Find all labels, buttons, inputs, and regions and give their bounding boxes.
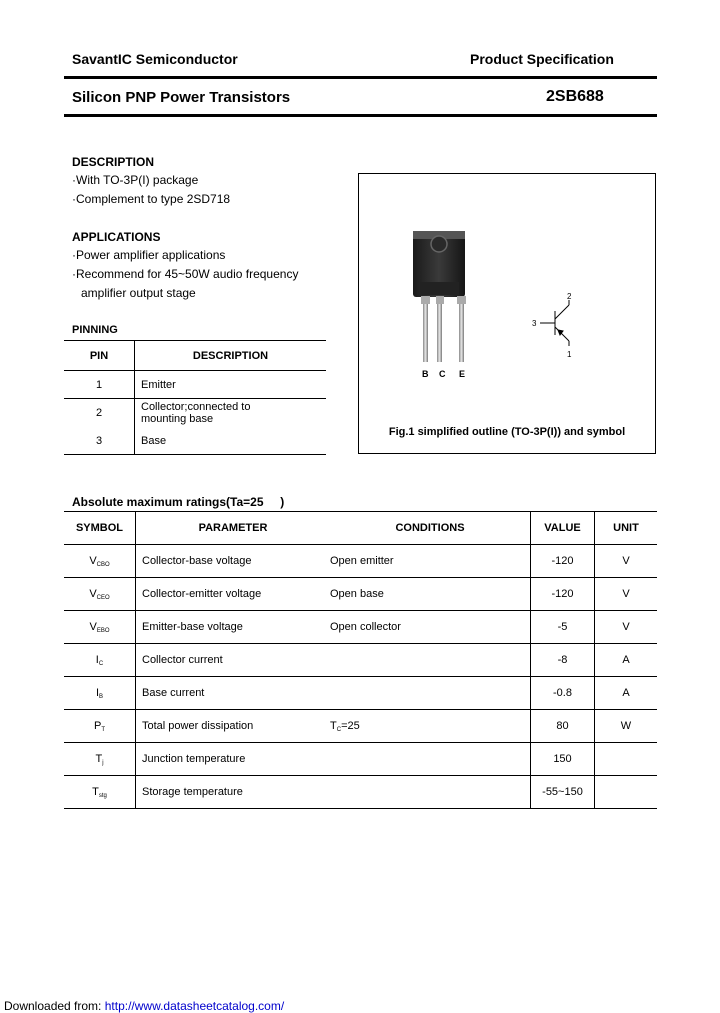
lead-label-c: C <box>439 369 446 379</box>
table-row <box>64 710 657 743</box>
value-cell: 150 <box>531 743 595 776</box>
parameter-cell: Collector current <box>136 644 331 677</box>
doc-type: Product Specification <box>470 51 614 67</box>
symbol-label-collector: 2 <box>567 292 572 301</box>
symbol-cell: $I_C$ <box>64 644 136 677</box>
value-cell: -55~150 <box>531 776 595 809</box>
applications-title: APPLICATIONS <box>72 230 161 244</box>
unit-cell: A <box>595 644 658 677</box>
table-row <box>64 776 657 809</box>
conditions-cell: Open base <box>330 578 531 611</box>
ratings-title <box>72 495 284 509</box>
table-row <box>64 677 657 710</box>
applications-list <box>72 246 298 303</box>
value-header: VALUE <box>531 512 595 545</box>
conditions-cell: $T_C=25$ <box>330 710 531 743</box>
parameter-cell: Base current <box>136 677 331 710</box>
ratings-title-text: Absolute maximum ratings(Ta=25 <box>72 495 264 509</box>
value-cell: -0.8 <box>531 677 595 710</box>
table-row <box>64 611 657 644</box>
pin-description-line: Collector;connected to <box>141 401 251 414</box>
description-item: ·Complement to type 2SD718 <box>72 192 231 206</box>
unit-header: UNIT <box>595 512 658 545</box>
figure-caption: Fig.1 simplified outline (TO-3P(I)) and symbol <box>388 426 626 438</box>
parameter-cell: Collector-base voltage <box>136 545 331 578</box>
table-row <box>64 743 657 776</box>
lead-label-b: B <box>422 369 429 379</box>
pin-description: Emitter <box>135 371 327 399</box>
symbol-label-emitter: 1 <box>567 350 572 359</box>
pin-description-line: mounting base <box>141 413 214 426</box>
lead-label-e: E <box>459 369 466 379</box>
parameter-cell: Total power dissipation <box>136 710 331 743</box>
package-outline-icon <box>413 231 466 362</box>
value-cell: -120 <box>531 578 595 611</box>
unit-cell: V <box>595 545 658 578</box>
footer <box>4 999 284 1013</box>
header-rule-bottom <box>64 114 657 117</box>
unit-cell <box>595 776 658 809</box>
conditions-cell: Open collector <box>330 611 531 644</box>
product-line: Silicon PNP Power Transistors <box>72 89 291 106</box>
ratings-title-end: ) <box>280 495 285 509</box>
symbol-cell: $T_{stg}$ <box>64 776 136 809</box>
description-list <box>72 171 230 209</box>
description-item: ·With TO-3P(I) package <box>72 173 199 187</box>
value-cell: -120 <box>531 545 595 578</box>
company-name: SavantIC Semiconductor <box>72 51 238 67</box>
table-row <box>64 371 326 399</box>
table-row <box>64 644 657 677</box>
symbol-cell: $T_j$ <box>64 743 136 776</box>
conditions-cell: Open emitter <box>330 545 531 578</box>
header-rule-top <box>64 76 657 79</box>
conditions-cell <box>330 644 531 677</box>
pin-number: 1 <box>64 371 135 399</box>
unit-cell: V <box>595 611 658 644</box>
pin-number: 3 <box>64 428 135 455</box>
conditions-cell <box>330 677 531 710</box>
conditions-header: CONDITIONS <box>330 512 531 545</box>
symbol-cell: $V_{CBO}$ <box>64 545 136 578</box>
figure-box <box>358 173 656 454</box>
pinning-table <box>64 340 326 455</box>
ratings-table <box>64 511 657 809</box>
value-cell: -8 <box>531 644 595 677</box>
table-row <box>64 545 657 578</box>
applications-item: amplifier output stage <box>81 286 196 300</box>
symbol-header: SYMBOL <box>64 512 136 545</box>
table-row <box>64 578 657 611</box>
parameter-header: PARAMETER <box>136 512 331 545</box>
part-number: 2SB688 <box>546 88 604 105</box>
pin-description-header: DESCRIPTION <box>135 341 327 371</box>
pinning-title: PINNING <box>72 324 118 336</box>
parameter-cell: Junction temperature <box>136 743 331 776</box>
parameter-cell: Storage temperature <box>136 776 331 809</box>
conditions-cell <box>330 743 531 776</box>
symbol-cell: $V_{EBO}$ <box>64 611 136 644</box>
unit-cell: V <box>595 578 658 611</box>
description-title: DESCRIPTION <box>72 155 155 169</box>
table-row <box>64 399 326 428</box>
parameter-cell: Emitter-base voltage <box>136 611 331 644</box>
unit-cell: A <box>595 677 658 710</box>
table-row <box>64 428 326 455</box>
parameter-cell: Collector-emitter voltage <box>136 578 331 611</box>
symbol-cell: $I_B$ <box>64 677 136 710</box>
symbol-label-base: 3 <box>532 319 537 328</box>
symbol-cell: $V_{CEO}$ <box>64 578 136 611</box>
applications-item: ·Power amplifier applications <box>72 248 226 262</box>
transistor-figure <box>359 174 655 453</box>
pnp-symbol-icon <box>540 300 569 346</box>
pin-number: 2 <box>64 399 135 428</box>
pin-description <box>135 399 327 428</box>
pin-description: Base <box>135 428 327 455</box>
symbol-cell: $P_T$ <box>64 710 136 743</box>
footer-link[interactable]: http://www.datasheetcatalog.com/ <box>104 999 285 1013</box>
unit-cell <box>595 743 658 776</box>
footer-label: Downloaded from: <box>4 999 102 1013</box>
unit-cell: W <box>595 710 658 743</box>
value-cell: -5 <box>531 611 595 644</box>
pin-header: PIN <box>64 341 135 371</box>
conditions-cell <box>330 776 531 809</box>
value-cell: 80 <box>531 710 595 743</box>
applications-item: ·Recommend for 45~50W audio frequency <box>72 267 299 281</box>
